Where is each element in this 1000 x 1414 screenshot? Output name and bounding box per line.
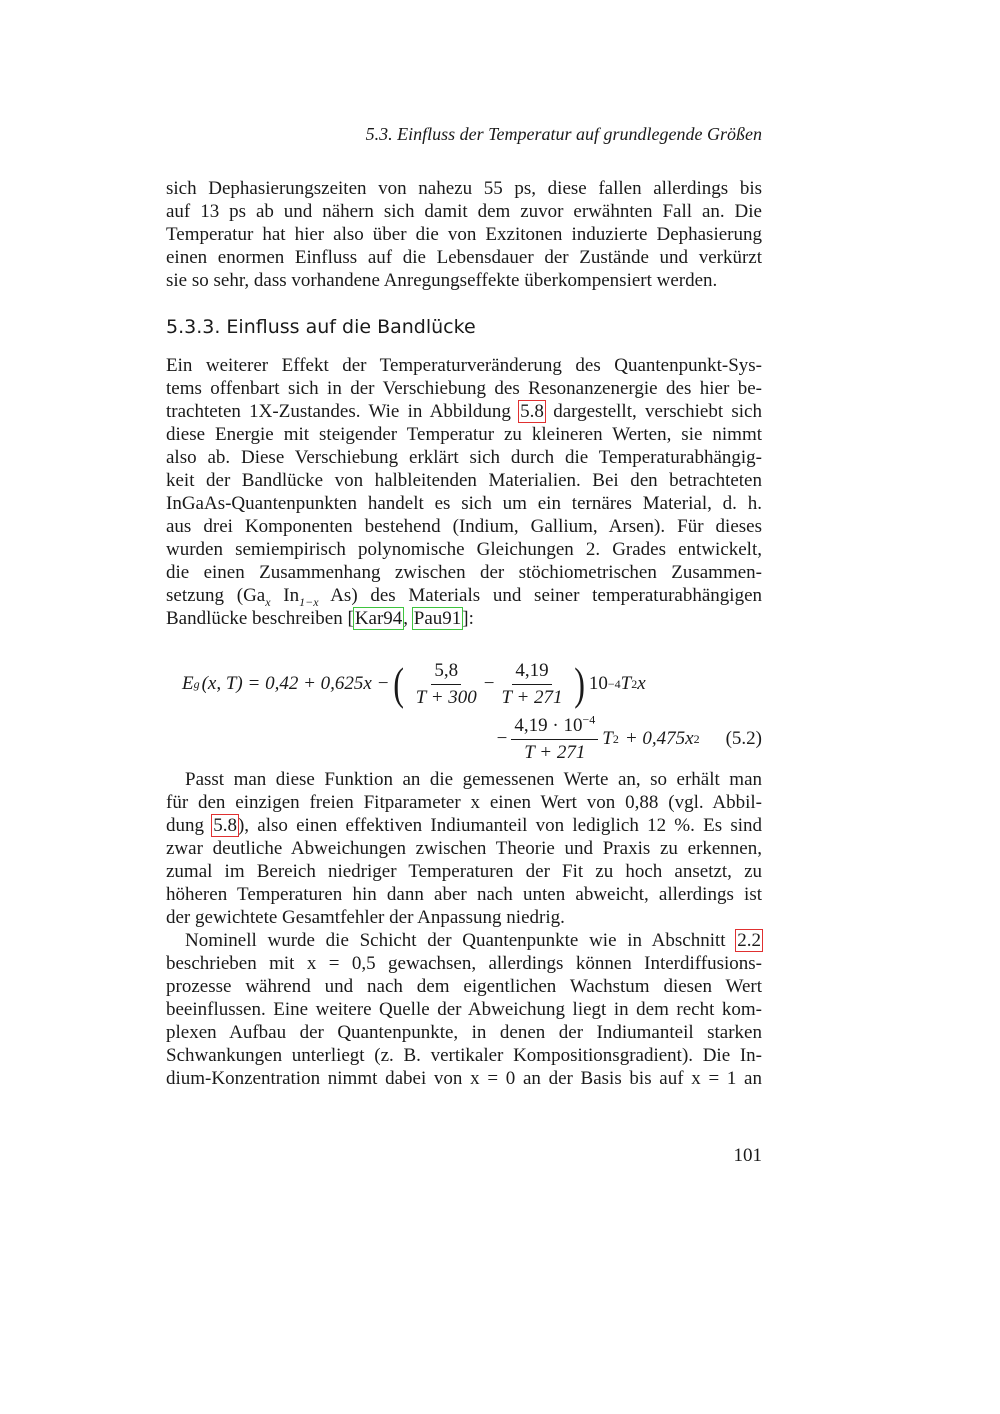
fraction: $\frac{4,19 \cdot 10^{-4}}{T + 271}$: [511, 715, 598, 764]
text-line: beeinflussen. Eine weitere Quelle der Abweichung liegt in dem recht kom-: [166, 999, 762, 1020]
text-line: die einen Zusammenhang zwischen der stöchiometrischen Zusammen-: [166, 562, 762, 583]
page: [166, 0, 762, 1414]
text-line: auf 13 ps ab und nähern sich damit dem zuvor erwähnten Fall an. Die: [166, 201, 762, 222]
text-line: also ab. Diese Verschiebung erklärt sich durch die Temperaturabhängig-: [166, 447, 762, 468]
page-number: 101: [733, 1145, 762, 1166]
text-line: Ein weiterer Effekt der Temperaturveränderung des Quantenpunkt-Sys-: [166, 355, 762, 376]
text-line: trachteten 1X-Zustandes. Wie in Abbildung 5.8 dargestellt, verschiebt sich: [166, 401, 762, 422]
section-heading: 5.3.3. Einfluss auf die Bandlücke: [166, 316, 476, 338]
equation-line-1: E g (x, T) = 0,42 + 0,625x − ( $\frac{5,8}{T + 300}$ − $\frac{4,19}{T + 271}$ ) 10 −4 T 2 x: [182, 658, 646, 709]
equation-5-2: [166, 656, 762, 766]
equation-line-2: − $\frac{4,19 \cdot 10^{-4}}{T + 271}$ T 2 + 0,475x 2 (5.2): [496, 712, 762, 763]
text-line: Schwankungen unterliegt (z. B. vertikaler Kompositionsgradient). Die In-: [166, 1045, 762, 1066]
text-line: sie so sehr, dass vorhandene Anregungseffekte überkompensiert werden.: [166, 270, 718, 291]
text-line: InGaAs-Quantenpunkten handelt es sich um ein ternäres Material, d. h.: [166, 493, 762, 514]
text-line: zumal im Bereich niedriger Temperaturen der Fit zu hoch ansetzt, zu: [166, 861, 762, 882]
text-line: aus drei Komponenten bestehend (Indium, Gallium, Arsen). Für dieses: [166, 516, 762, 537]
section-reference-link[interactable]: 2.2: [737, 930, 761, 951]
text-line: für den einzigen freien Fitparameter x einen Wert von 0,88 (vgl. Abbil-: [166, 792, 762, 813]
text-line: Temperatur hat hier also über die von Exzitonen induzierte Dephasierung: [166, 224, 762, 245]
text-line: der gewichtete Gesamtfehler der Anpassung niedrig.: [166, 907, 565, 928]
text-line: Bandlücke beschreiben [Kar94, Pau91]:: [166, 608, 474, 629]
figure-reference-link[interactable]: 5.8: [520, 401, 544, 422]
text-line: plexen Aufbau der Quantenpunkte, in denen der Indiumanteil starken: [166, 1022, 762, 1043]
paragraph-fit-result: [166, 768, 762, 929]
text-line: wurden semiempirisch polynomische Gleichungen 2. Grades entwickelt,: [166, 539, 762, 560]
text-line: setzung ($Ga_x$ $In_{1-x}$ As) des Materials und seiner temperaturabhängigen: [166, 585, 762, 609]
text-line: sich Dephasierungszeiten von nahezu 55 ps, diese fallen allerdings bis: [166, 178, 762, 199]
text-line: Passt man diese Funktion an die gemessenen Werte an, so erhält man: [185, 769, 762, 790]
text-line: diese Energie mit steigender Temperatur zu kleineren Werten, sie nimmt: [166, 424, 762, 445]
paragraph-dephasing: [166, 177, 762, 292]
text-line: dung 5.8), also einen effektiven Indiumanteil von lediglich 12 %. Es sind: [166, 815, 763, 836]
text-line: beschrieben mit x = 0,5 gewachsen, allerdings können Interdiffusions-: [166, 953, 762, 974]
text-line: zwar deutliche Abweichungen zwischen Theorie und Praxis zu erkennen,: [166, 838, 762, 859]
text-line: dium-Konzentration nimmt dabei von x = 0 an der Basis bis auf x = 1 an: [166, 1068, 762, 1089]
text-line: einen enormen Einfluss auf die Lebensdauer der Zustände und verkürzt: [166, 247, 762, 268]
text-line: Nominell wurde die Schicht der Quantenpunkte wie in Abschnitt 2.2: [185, 930, 761, 951]
paragraph-deviation: [166, 929, 762, 1090]
citation-link-pau91[interactable]: Pau91: [413, 608, 462, 629]
fraction: $\frac{4,19}{T + 271}$: [501, 659, 563, 708]
text-line: prozesse während und nach dem eigentlichen Wachstum diesen Wert: [166, 976, 762, 997]
running-head: 5.3. Einfluss der Temperatur auf grundlegende Größen: [365, 124, 762, 144]
paragraph-bandgap-intro: [166, 354, 762, 630]
citation-link-kar94[interactable]: Kar94: [354, 608, 403, 629]
text-line: höheren Temperaturen hin dann aber nach unten abweicht, allerdings ist: [166, 884, 762, 905]
equation-number: (5.2): [725, 728, 762, 749]
text-line: tems offenbart sich in der Verschiebung des Resonanzenergie des hier be-: [166, 378, 762, 399]
fraction: $\frac{5,8}{T + 300}$: [415, 659, 477, 708]
figure-reference-link[interactable]: 5.8: [213, 815, 237, 836]
text-line: keit der Bandlücke von halbleitenden Materialien. Bei den betrachteten: [166, 470, 762, 491]
